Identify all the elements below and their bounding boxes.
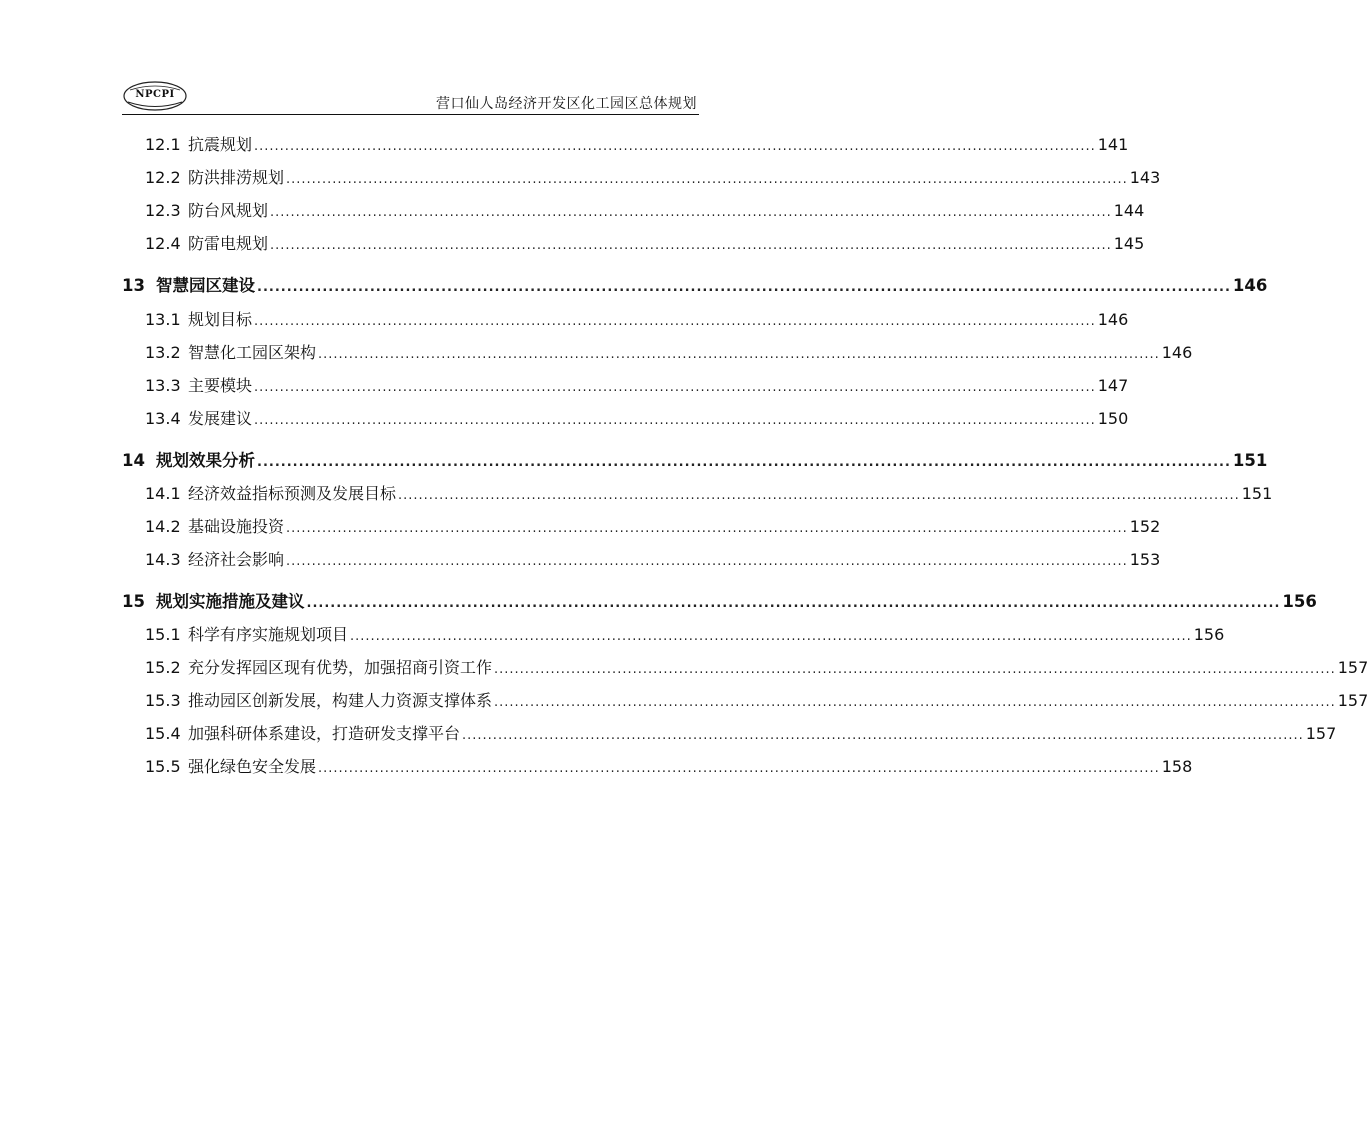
toc-entry-page-number: 146 <box>1097 310 1129 329</box>
toc-chapter-entry[interactable] <box>122 587 1317 617</box>
toc-section-entry[interactable] <box>122 196 1145 226</box>
toc-entry-page-number: 156 <box>1193 625 1225 644</box>
toc-entry-title: 推动园区创新发展，构建人力资源支撑体系 <box>188 691 493 710</box>
toc-section-entry[interactable] <box>122 305 1129 335</box>
toc-entry-number: 12.1 <box>145 135 181 154</box>
toc-entry-number: 14.3 <box>145 550 181 569</box>
toc-section-entry[interactable] <box>122 512 1161 542</box>
toc-entry-number: 13.3 <box>145 376 181 395</box>
toc-entry-number: 12.4 <box>145 234 181 253</box>
toc-entry-title: 加强科研体系建设，打造研发支撑平台 <box>188 724 461 743</box>
toc-chapter-entry[interactable] <box>122 446 1268 476</box>
toc-entry-number: 14.1 <box>145 484 181 503</box>
toc-section-entry[interactable] <box>122 752 1193 782</box>
toc-entry-page-number: 143 <box>1129 168 1161 187</box>
toc-dot-leader: .................................................................................................................................................................... <box>306 596 1281 611</box>
toc-entry-number: 15.3 <box>145 691 181 710</box>
toc-dot-leader: .................................................................................................................................................................... <box>318 347 1160 362</box>
toc-entry-title: 智慧化工园区架构 <box>188 343 317 362</box>
toc-entry-page-number: 147 <box>1097 376 1129 395</box>
toc-section-entry[interactable] <box>122 719 1337 749</box>
toc-entry-number: 15.4 <box>145 724 181 743</box>
toc-entry-number: 14.2 <box>145 517 181 536</box>
toc-dot-leader: .................................................................................................................................................................... <box>254 139 1096 154</box>
toc-section-entry[interactable] <box>122 371 1129 401</box>
toc-entry-page-number: 157 <box>1337 691 1368 710</box>
toc-entry-number: 12.2 <box>145 168 181 187</box>
toc-entry-page-number: 150 <box>1097 409 1129 428</box>
toc-entry-page-number: 153 <box>1129 550 1161 569</box>
toc-entry-number: 15 <box>122 592 145 611</box>
toc-chapter-entry[interactable] <box>122 271 1268 301</box>
toc-entry-number: 14 <box>122 451 145 470</box>
toc-entry-title: 充分发挥园区现有优势，加强招商引资工作 <box>188 658 493 677</box>
toc-entry-page-number: 141 <box>1097 135 1129 154</box>
toc-dot-leader: .................................................................................................................................................................... <box>254 380 1096 395</box>
toc-entry-number: 15.1 <box>145 625 181 644</box>
toc-dot-leader: .................................................................................................................................................................... <box>286 172 1128 187</box>
toc-section-entry[interactable] <box>122 479 1273 509</box>
toc-section-entry[interactable] <box>122 545 1161 575</box>
toc-entry-title: 强化绿色安全发展 <box>188 757 317 776</box>
toc-dot-leader: .................................................................................................................................................................... <box>462 728 1304 743</box>
toc-section-entry[interactable] <box>122 338 1193 368</box>
toc-entry-page-number: 157 <box>1305 724 1337 743</box>
logo-text: NPCPI <box>135 89 175 100</box>
toc-dot-leader: .................................................................................................................................................................... <box>350 629 1192 644</box>
toc-entry-page-number: 144 <box>1113 201 1145 220</box>
toc-entry-title: 防雷电规划 <box>188 234 269 253</box>
toc-entry-number: 13 <box>122 276 145 295</box>
toc-dot-leader: .................................................................................................................................................................... <box>254 314 1096 329</box>
page-header <box>122 80 699 120</box>
toc-entry-number: 13.4 <box>145 409 181 428</box>
toc-entry-title: 抗震规划 <box>188 135 253 154</box>
toc-section-entry[interactable] <box>122 130 1129 160</box>
toc-entry-title: 主要模块 <box>188 376 253 395</box>
toc-section-entry[interactable] <box>122 686 1368 716</box>
toc-entry-title: 经济效益指标预测及发展目标 <box>188 484 397 503</box>
npcpi-logo <box>122 80 188 112</box>
toc-entry-page-number: 151 <box>1232 451 1268 470</box>
header-divider <box>122 114 699 115</box>
toc-dot-leader: .................................................................................................................................................................... <box>254 413 1096 428</box>
toc-entry-page-number: 146 <box>1232 276 1268 295</box>
toc-entry-title: 防台风规划 <box>188 201 269 220</box>
toc-dot-leader: .................................................................................................................................................................... <box>270 238 1112 253</box>
toc-entry-page-number: 151 <box>1241 484 1273 503</box>
toc-dot-leader: .................................................................................................................................................................... <box>270 205 1112 220</box>
toc-entry-page-number: 145 <box>1113 234 1145 253</box>
toc-entry-title: 经济社会影响 <box>188 550 285 569</box>
toc-entry-page-number: 158 <box>1161 757 1193 776</box>
toc-entry-number: 15.5 <box>145 757 181 776</box>
toc-entry-title: 基础设施投资 <box>188 517 285 536</box>
toc-entry-number: 12.3 <box>145 201 181 220</box>
toc-entry-title: 规划效果分析 <box>156 451 255 470</box>
toc-section-entry[interactable] <box>122 653 1368 683</box>
toc-dot-leader: .................................................................................................................................................................... <box>494 695 1336 710</box>
toc-entry-title: 规划目标 <box>188 310 253 329</box>
toc-entry-page-number: 157 <box>1337 658 1368 677</box>
toc-entry-page-number: 146 <box>1161 343 1193 362</box>
document-header-title: 营口仙人岛经济开发区化工园区总体规划 <box>436 96 697 112</box>
toc-entry-title: 防洪排涝规划 <box>188 168 285 187</box>
toc-entry-page-number: 156 <box>1282 592 1317 611</box>
toc-entry-number: 13.2 <box>145 343 181 362</box>
toc-dot-leader: .................................................................................................................................................................... <box>494 662 1336 677</box>
toc-entry-number: 13.1 <box>145 310 181 329</box>
toc-dot-leader: .................................................................................................................................................................... <box>286 554 1128 569</box>
toc-entry-title: 规划实施措施及建议 <box>156 592 305 611</box>
toc-dot-leader: .................................................................................................................................................................... <box>257 455 1231 470</box>
toc-dot-leader: .................................................................................................................................................................... <box>318 761 1160 776</box>
toc-section-entry[interactable] <box>122 163 1161 193</box>
toc-dot-leader: .................................................................................................................................................................... <box>286 521 1128 536</box>
toc-section-entry[interactable] <box>122 404 1129 434</box>
toc-dot-leader: .................................................................................................................................................................... <box>398 488 1240 503</box>
toc-section-entry[interactable] <box>122 229 1145 259</box>
toc-entry-title: 科学有序实施规划项目 <box>188 625 349 644</box>
toc-entry-page-number: 152 <box>1129 517 1161 536</box>
toc-entry-number: 15.2 <box>145 658 181 677</box>
toc-entry-title: 发展建议 <box>188 409 253 428</box>
toc-entry-title: 智慧园区建设 <box>156 276 255 295</box>
toc-section-entry[interactable] <box>122 620 1225 650</box>
toc-dot-leader: .................................................................................................................................................................... <box>257 280 1231 295</box>
